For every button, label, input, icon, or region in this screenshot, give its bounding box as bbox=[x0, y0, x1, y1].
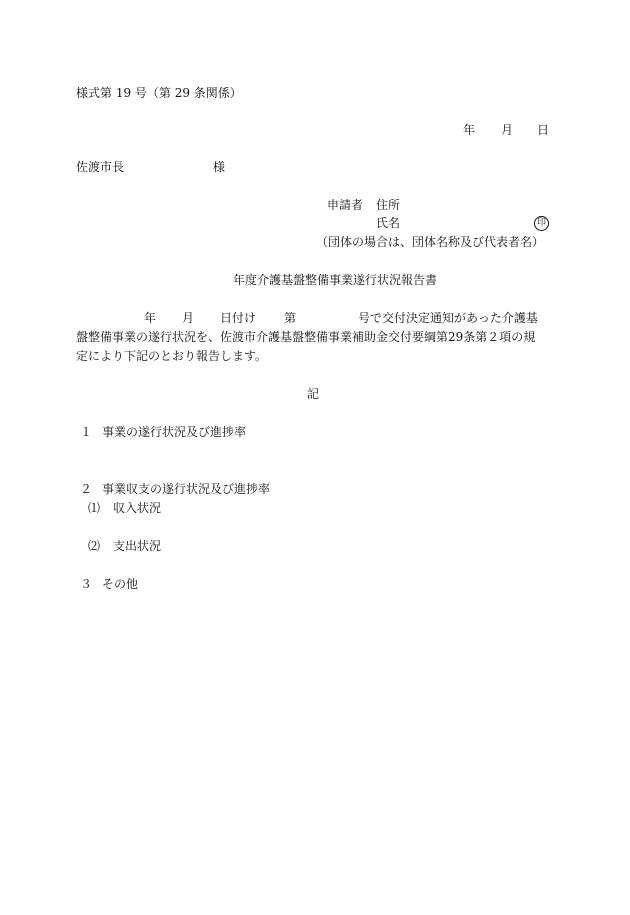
addressee-name: 佐渡市長 bbox=[76, 160, 125, 174]
item-2-number: ２ bbox=[80, 482, 93, 496]
item-2-sub2-label: 支出状況 bbox=[113, 539, 162, 553]
body-line3: 定により下記のとおり報告します。 bbox=[76, 349, 268, 363]
body-line1-rest: 号で交付決定通知があった介護基 bbox=[358, 311, 538, 325]
body-month: 月 bbox=[182, 311, 195, 325]
item-2-sub1-number: ⑴ bbox=[88, 501, 101, 515]
document-title: 年度介護基盤整備事業遂行状況報告書 bbox=[233, 273, 438, 287]
item-1-number: １ bbox=[80, 425, 93, 439]
ki-heading: 記 bbox=[307, 387, 320, 401]
item-3-number: ３ bbox=[80, 577, 93, 591]
seal-mark: 印 bbox=[534, 216, 549, 231]
applicant-address-label: 住所 bbox=[376, 198, 401, 212]
item-2-sub1-label: 収入状況 bbox=[113, 501, 162, 515]
item-1-label: 事業の遂行状況及び進捗率 bbox=[102, 425, 247, 439]
item-2-sub2-number: ⑵ bbox=[88, 539, 101, 553]
form-header: 様式第 19 号（第 29 条関係） bbox=[76, 86, 242, 100]
applicant-label: 申請者 bbox=[327, 198, 364, 212]
date-month: 月 bbox=[501, 123, 514, 137]
date-day: 日 bbox=[537, 123, 550, 137]
body-date-suffix: 日付け bbox=[220, 311, 257, 325]
addressee-honorific: 様 bbox=[213, 160, 226, 174]
date-year: 年 bbox=[463, 123, 476, 137]
applicant-note: （団体の場合は、団体名称及び代表者名） bbox=[316, 235, 545, 249]
body-line2: 盤整備事業の遂行状況を、佐渡市介護基盤整備事業補助金交付要綱第29条第２項の規 bbox=[76, 330, 536, 344]
body-no-prefix: 第 bbox=[284, 311, 297, 325]
applicant-name-label: 氏名 bbox=[376, 216, 401, 230]
item-3-label: その他 bbox=[102, 577, 139, 591]
item-2-label: 事業収支の遂行状況及び進捗率 bbox=[102, 482, 271, 496]
body-year: 年 bbox=[144, 311, 157, 325]
